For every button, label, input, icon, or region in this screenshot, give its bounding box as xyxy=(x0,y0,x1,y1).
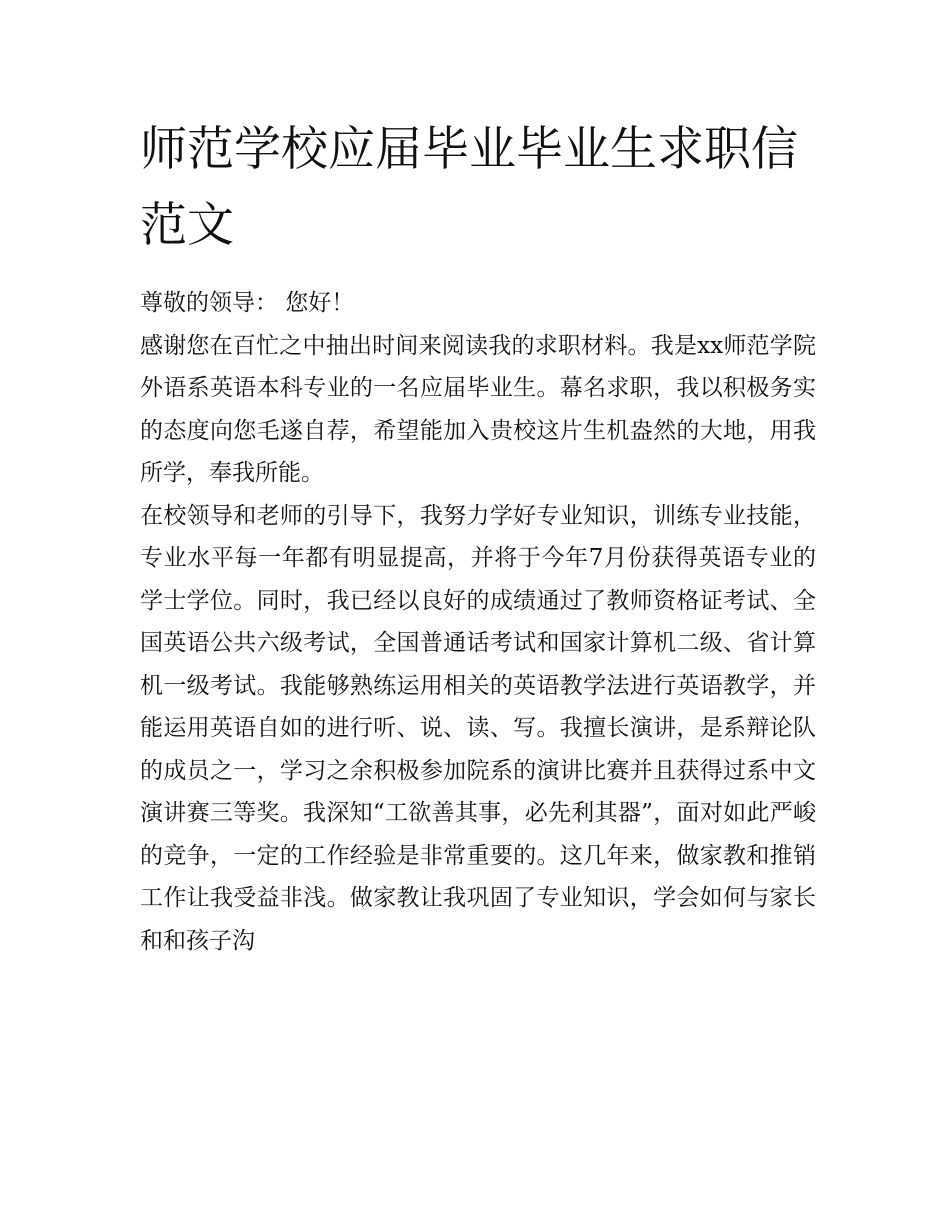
paragraph-intro: 感谢您在百忙之中抽出时间来阅读我的求职材料。我是xx师范学院外语系英语本科专业的一名应届毕业生。幕名求职，我以积极务实的态度向您毛遂自荐，希望能加入贵校这片生机盎然的大地，用我所学，奉我所能。 xyxy=(140,332,816,486)
document-body xyxy=(140,282,816,962)
paragraph-qualifications: 在校领导和老师的引导下，我努力学好专业知识，训练专业技能，专业水平每一年都有明显提高，并将于今年7月份获得英语专业的学士学位。同时，我已经以良好的成绩通过了教师资格证考试、全国英语公共六级考试，全国普通话考试和国家计算机二级、省计算机一级考试。我能够熟练运用相关的英语教学法进行英语教学，并能运用英语自如的进行听、说、读、写。我擅长演讲，是系辩论队的成员之一，学习之余积极参加院系的演讲比赛并且获得过系中文演讲赛三等奖。我深知“工欲善其事，必先利其器”，面对如此严峻的竞争，一定的工作经验是非常重要的。这几年来，做家教和推销工作让我受益非浅。做家教让我巩固了专业知识，学会如何与家长和和孩子沟 xyxy=(140,502,816,954)
document-title: 师范学校应届毕业毕业生求职信范文 xyxy=(140,122,798,253)
salutation: 尊敬的领导： 您好！ xyxy=(140,290,355,316)
